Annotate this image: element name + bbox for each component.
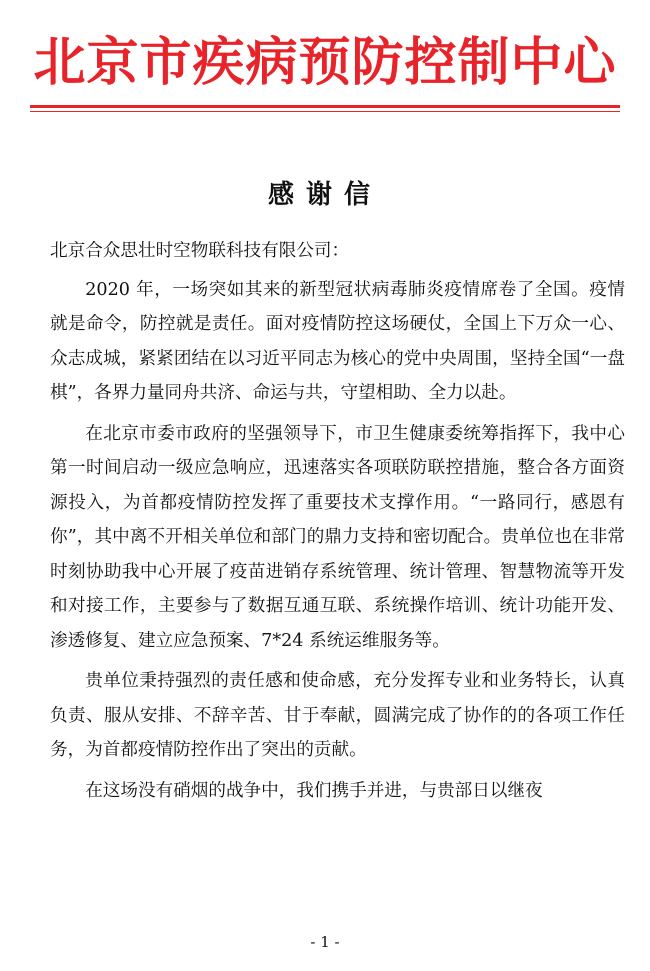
letterhead-rule-thick [30,105,620,108]
letterhead-rule-thin [30,111,620,112]
paragraph-2: 在北京市委市政府的坚强领导下，市卫生健康委统筹指挥下，我中心第一时间启动一级应急响应，迅速落实各项联防联控措施，整合各方面资源投入，为首都疫情防控发挥了重要技术支撑作用。“一路同行，感恩有你”，其中离不开相关单位和部门的鼎力支持和密切配合。贵单位也在非常时刻协助我中心开展了疫苗进销存系统管理、统计管理、智慧物流等开发和对接工作，主要参与了数据互通互联、系统操作培训、统计功能开发、渗透修复、建立应急预案、7*24 系统运维服务等。 [50,423,625,651]
paragraph-1: 2020 年，一场突如其来的新型冠状病毒肺炎疫情席卷了全国。疫情就是命令，防控就是责任。面对疫情防控这场硬仗，全国上下万众一心、众志成城，紧紧团结在以习近平同志为核心的党中央周围，坚持全国“一盘棋”，各界力量同舟共济、命运与共，守望相助、全力以赴。 [50,279,625,403]
document-title: 感谢信 [267,180,382,210]
letterhead-org-name: 北京市疾病预防控制中心 [33,32,617,93]
salutation: 北京合众思壮时空物联科技有限公司： [50,241,350,261]
page-number: - 1 - [310,933,340,951]
paragraph-4: 在这场没有硝烟的战争中，我们携手并进，与贵部日以继夜 [85,780,543,801]
paragraph-3: 贵单位秉持强烈的责任感和使命感，充分发挥专业和业务特长，认真负责、服从安排、不辞辛苦、甘于奉献，圆满完成了协作的的各项工作任务，为首都疫情防控作出了突出的贡献。 [50,671,625,760]
document-body [50,234,625,808]
